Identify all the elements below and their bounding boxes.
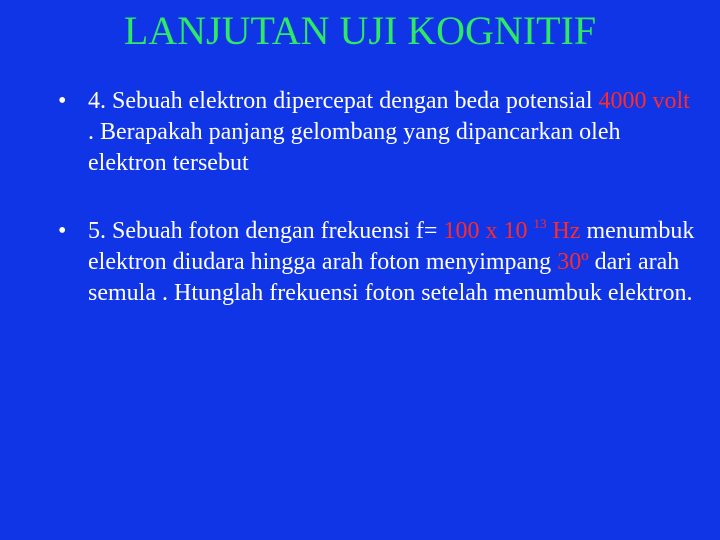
question-5-text-middle: menumbuk elektron diudara hingga arah foton menyimpang [88, 218, 695, 275]
question-4-voltage: 4000 volt [598, 88, 690, 114]
question-5-frequency: 100 x 10 [443, 218, 534, 244]
bullet-icon: • [58, 218, 67, 244]
question-4 [58, 86, 698, 179]
question-list [58, 86, 698, 309]
question-5-text-end: dari arah semula . Htunglah frekuensi foton setelah menumbuk elektron. [88, 249, 693, 306]
question-5-text-start: 5. Sebuah foton dengan frekuensi f= [88, 218, 444, 244]
bullet-icon: • [58, 88, 67, 114]
slide-title: LANJUTAN UJI KOGNITIF [123, 8, 597, 53]
question-5-frequency-exponent: 13 [533, 216, 547, 231]
question-4-text-start: 4. Sebuah elektron dipercepat dengan beda potensial [88, 88, 599, 114]
question-5 [58, 216, 698, 309]
question-5-angle: 30º [557, 249, 589, 275]
question-4-text-end: . Berapakah panjang gelombang yang dipancarkan oleh elektron tersebut [88, 119, 621, 176]
question-5-frequency-unit: Hz [546, 218, 581, 244]
